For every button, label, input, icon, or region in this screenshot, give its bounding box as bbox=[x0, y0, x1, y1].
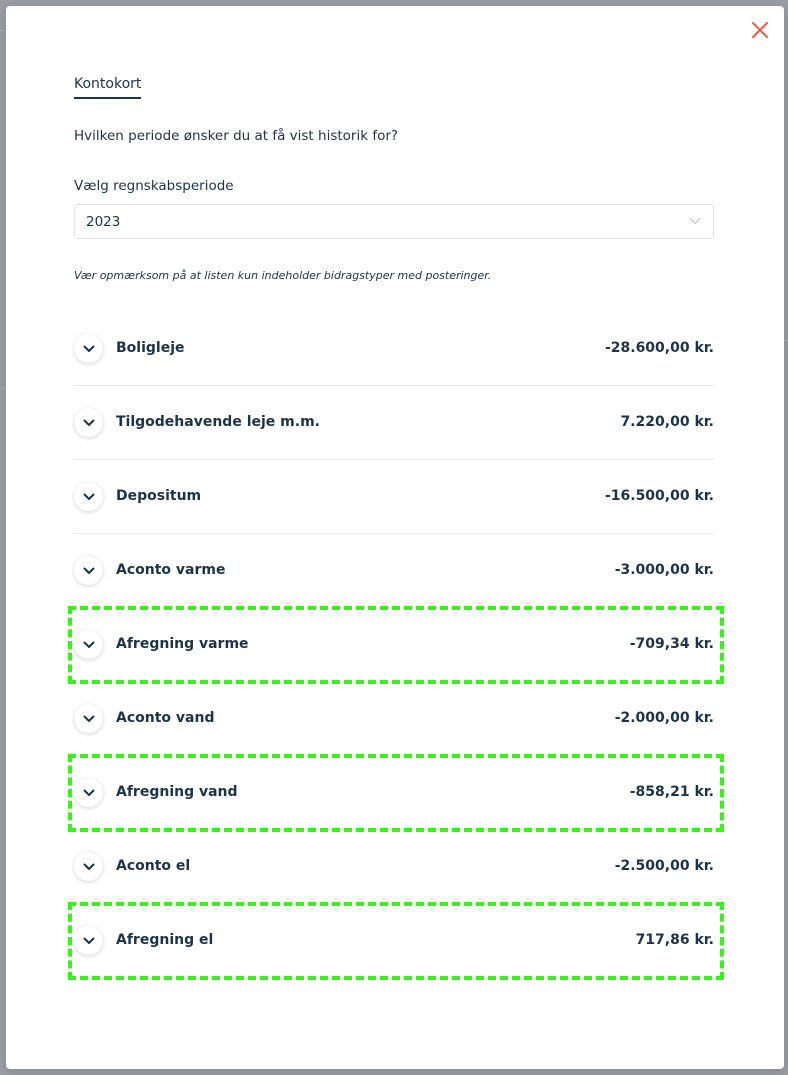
list-item[interactable] bbox=[74, 460, 714, 534]
kontokort-modal bbox=[6, 6, 784, 1069]
item-label: Afregning el bbox=[116, 932, 214, 948]
period-select-value: 2023 bbox=[86, 214, 121, 230]
list-item[interactable] bbox=[74, 756, 714, 830]
list-item[interactable] bbox=[74, 534, 714, 608]
expand-button[interactable] bbox=[74, 630, 103, 659]
item-label: Aconto vand bbox=[116, 710, 215, 726]
expand-button[interactable] bbox=[74, 408, 103, 437]
chevron-down-icon bbox=[83, 345, 95, 353]
item-amount: -709,34 kr. bbox=[629, 636, 714, 652]
item-label: Boligleje bbox=[116, 340, 185, 356]
item-amount: -3.000,00 kr. bbox=[614, 562, 714, 578]
expand-button[interactable] bbox=[74, 852, 103, 881]
list-item[interactable] bbox=[74, 386, 714, 460]
item-amount: -858,21 kr. bbox=[629, 784, 714, 800]
period-label: Vælg regnskabsperiode bbox=[74, 178, 234, 194]
item-label: Afregning vand bbox=[116, 784, 238, 800]
item-label: Tilgodehavende leje m.m. bbox=[116, 414, 320, 430]
item-amount: -2.000,00 kr. bbox=[614, 710, 714, 726]
chevron-down-icon bbox=[83, 937, 95, 945]
expand-button[interactable] bbox=[74, 926, 103, 955]
item-amount: 717,86 kr. bbox=[635, 932, 714, 948]
chevron-down-icon bbox=[83, 789, 95, 797]
list-item[interactable] bbox=[74, 682, 714, 756]
item-amount: -16.500,00 kr. bbox=[604, 488, 714, 504]
chevron-down-icon bbox=[83, 419, 95, 427]
expand-button[interactable] bbox=[74, 334, 103, 363]
expand-button[interactable] bbox=[74, 778, 103, 807]
chevron-down-icon bbox=[83, 715, 95, 723]
list-item[interactable] bbox=[74, 904, 714, 978]
info-note: Vær opmærksom på at listen kun indeholder bidragstyper med posteringer. bbox=[74, 269, 492, 282]
item-label: Afregning varme bbox=[116, 636, 249, 652]
item-amount: -2.500,00 kr. bbox=[614, 858, 714, 874]
account-list bbox=[74, 312, 714, 978]
close-icon bbox=[750, 20, 770, 40]
period-question: Hvilken periode ønsker du at få vist historik for? bbox=[74, 128, 399, 144]
item-label: Aconto el bbox=[116, 858, 191, 874]
expand-button[interactable] bbox=[74, 704, 103, 733]
chevron-down-icon bbox=[689, 217, 701, 225]
item-label: Depositum bbox=[116, 488, 202, 504]
list-item[interactable] bbox=[74, 830, 714, 904]
list-item[interactable] bbox=[74, 312, 714, 386]
chevron-down-icon bbox=[83, 641, 95, 649]
chevron-down-icon bbox=[83, 567, 95, 575]
item-amount: 7.220,00 kr. bbox=[620, 414, 714, 430]
expand-button[interactable] bbox=[74, 556, 103, 585]
expand-button[interactable] bbox=[74, 482, 103, 511]
period-select[interactable] bbox=[74, 204, 714, 239]
tab-kontokort[interactable]: Kontokort bbox=[74, 76, 141, 99]
chevron-down-icon bbox=[83, 493, 95, 501]
item-label: Aconto varme bbox=[116, 562, 226, 578]
item-amount: -28.600,00 kr. bbox=[604, 340, 714, 356]
close-button[interactable] bbox=[750, 20, 770, 40]
chevron-down-icon bbox=[83, 863, 95, 871]
list-item[interactable] bbox=[74, 608, 714, 682]
background-divider bbox=[784, 340, 788, 341]
